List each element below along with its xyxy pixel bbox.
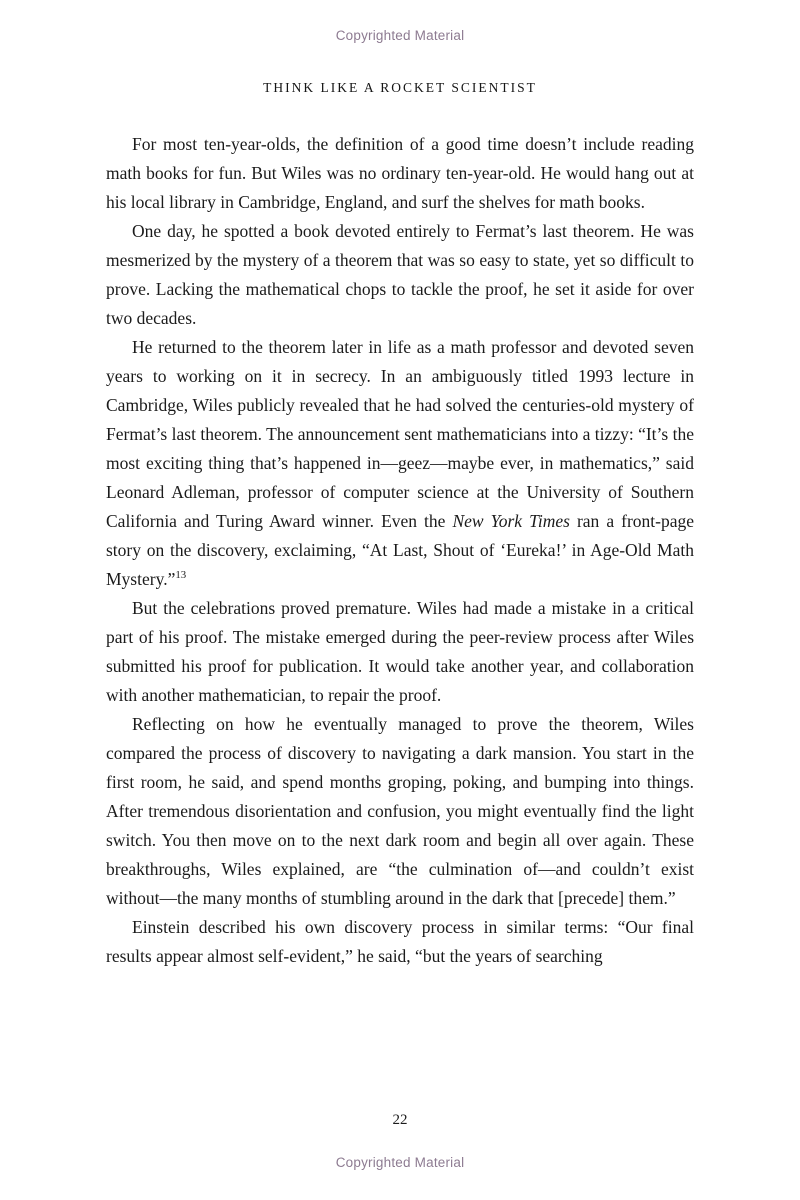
paragraph bbox=[106, 217, 694, 333]
paragraph bbox=[106, 594, 694, 710]
footnote-reference: 13 bbox=[175, 569, 187, 582]
text-run: But the celebrations proved premature. Wiles had made a mistake in a critical part of his proof. The mistake emerged during the peer-review process after Wiles submitted his proof for publication. It would take another year, and collaboration with another mathematician, to repair the proof. bbox=[106, 598, 694, 705]
text-run: For most ten-year-olds, the definition of a good time doesn’t include reading math books for fun. But Wiles was no ordinary ten-year-old. He would hang out at his local library in Cambridge, England, and surf the shelves for math books. bbox=[106, 134, 694, 212]
copyright-notice-top: Copyrighted Material bbox=[335, 28, 465, 43]
text-run-italic: New York Times bbox=[452, 511, 570, 531]
text-run: He returned to the theorem later in life as a math professor and devoted seven years to working on it in secrecy. In an ambiguously titled 1993 lecture in Cambridge, Wiles publicly revealed that he had solved the centuries-old mystery of Fermat’s last theorem. The announcement sent mathematicians into a tizzy: “It’s the most exciting thing that’s happened in—geez—maybe ever, in mathematics,” said Leonard Adleman, professor of computer science at the University of Southern California and Turing Award winner. Even the bbox=[106, 337, 694, 531]
text-run: Reflecting on how he eventually managed to prove the theorem, Wiles compared the process of discovery to navigating a dark mansion. You start in the first room, he said, and spend months groping, poking, and bumping into things. After tremendous disorientation and confusion, you might eventually find the light switch. You then move on to the next dark room and begin all over again. These breakthroughs, Wiles explained, are “the culmination of—and couldn’t exist without—the many months of stumbling around in the dark that [precede] them.” bbox=[106, 714, 694, 908]
text-run: Einstein described his own discovery process in similar terms: “Our final results appear almost self-evident,” he said, “but the years of searching bbox=[106, 917, 694, 966]
paragraph bbox=[106, 130, 694, 217]
page-number: 22 bbox=[392, 1112, 408, 1128]
text-run: One day, he spotted a book devoted entirely to Fermat’s last theorem. He was mesmerized by the mystery of a theorem that was so easy to state, yet so difficult to prove. Lacking the mathematical chops to tackle the proof, he set it aside for over two decades. bbox=[106, 221, 694, 328]
paragraph bbox=[106, 333, 694, 594]
running-head-title: THINK LIKE A ROCKET SCIENTIST bbox=[263, 80, 537, 95]
paragraph bbox=[106, 913, 694, 971]
body-text bbox=[106, 130, 694, 971]
copyright-notice-bottom: Copyrighted Material bbox=[335, 1155, 465, 1170]
paragraph bbox=[106, 710, 694, 913]
text-run: ran a front-page story on the discovery, exclaiming, “At Last, Shout of ‘Eureka!’ in Age-Old Math Mystery.” bbox=[106, 511, 694, 589]
